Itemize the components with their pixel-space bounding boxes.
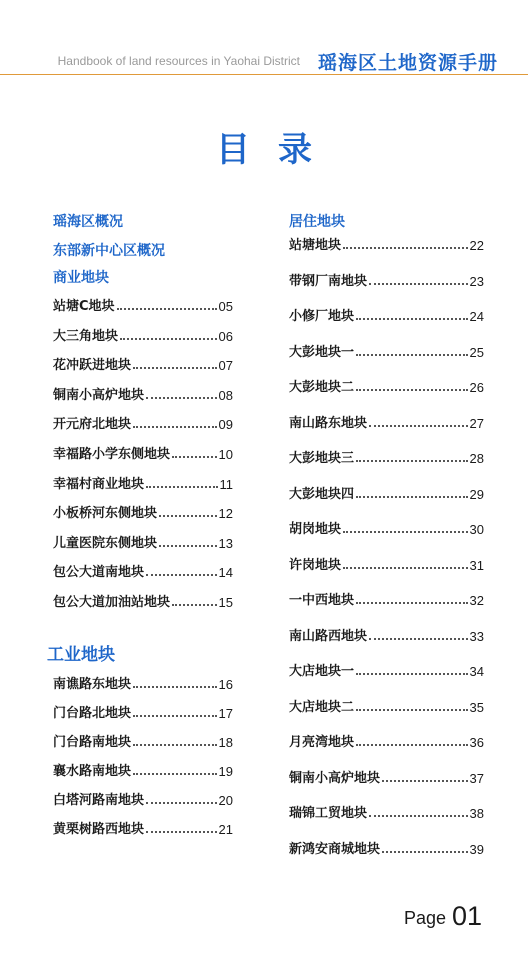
toc-entry[interactable] (289, 661, 484, 679)
toc-entry-name: 大彭地块三 (289, 451, 355, 466)
toc-entry[interactable] (289, 768, 484, 786)
toc-entry-name: 小修厂地块 (289, 309, 355, 324)
dot-leader (356, 389, 468, 391)
toc-entry-name: 包公大道加油站地块 (53, 595, 171, 610)
dot-leader (356, 318, 468, 320)
header-divider (0, 74, 528, 75)
dot-leader (117, 308, 217, 310)
toc-entry-name: 门台路南地块 (53, 735, 132, 750)
toc-entry[interactable] (289, 235, 484, 253)
page-label: Page (404, 908, 447, 928)
toc-entry-page: 39 (469, 842, 484, 857)
toc-entry-page: 38 (469, 806, 484, 821)
toc-entry[interactable] (289, 626, 484, 644)
toc-entry-name: 黄栗树路西地块 (53, 822, 145, 837)
toc-entry-page: 10 (218, 447, 233, 462)
toc-entry[interactable] (289, 697, 484, 715)
toc-entry-name: 包公大道南地块 (53, 565, 145, 580)
toc-entry[interactable] (289, 448, 484, 466)
toc-entry-name: 铜南小高炉地块 (289, 771, 381, 786)
toc-entry[interactable] (53, 414, 233, 432)
dot-leader (146, 486, 217, 488)
toc-entry-page: 16 (218, 677, 233, 692)
toc-entry-name: 南谯路东地块 (53, 677, 132, 692)
dot-leader (356, 496, 468, 498)
toc-entry-page: 35 (469, 700, 484, 715)
dot-leader (133, 715, 217, 717)
page-header (0, 0, 528, 76)
toc-entry-name: 站塘C地块 (53, 299, 115, 314)
toc-entry[interactable] (289, 342, 484, 360)
dot-leader (133, 686, 217, 688)
toc-entry-name: 一中西地块 (289, 593, 355, 608)
toc-entry-name: 大店地块二 (289, 700, 355, 715)
header-english-title: Handbook of land resources in Yaohai District (57, 54, 300, 68)
toc-entry-name: 大彭地块四 (289, 487, 355, 502)
dot-leader (120, 338, 217, 340)
dot-leader (343, 531, 468, 533)
toc-entry-name: 带钢厂南地块 (289, 274, 368, 289)
toc-entry-name: 儿童医院东侧地块 (53, 536, 158, 551)
toc-entry-name: 开元府北地块 (53, 417, 132, 432)
dot-leader (343, 567, 468, 569)
toc-entry-name: 站塘地块 (289, 238, 342, 253)
toc-entry-page: 11 (219, 477, 233, 492)
toc-entry[interactable] (53, 703, 233, 721)
toc-entry[interactable] (53, 819, 233, 837)
toc-entry[interactable] (289, 732, 484, 750)
dot-leader (133, 773, 217, 775)
toc-entry-page: 19 (218, 764, 233, 779)
toc-title: 目录 (216, 130, 340, 170)
toc-entry-name: 花冲跃进地块 (53, 358, 132, 373)
toc-entry[interactable] (289, 839, 484, 857)
toc-entry-page: 12 (218, 506, 233, 521)
toc-entry-page: 15 (218, 595, 233, 610)
dot-leader (146, 574, 217, 576)
toc-entry-name: 小板桥河东侧地块 (53, 506, 158, 521)
dot-leader (159, 545, 217, 547)
toc-entry[interactable] (53, 562, 233, 580)
toc-entry-name: 门台路北地块 (53, 706, 132, 721)
toc-entry-page: 27 (469, 416, 484, 431)
page-number: 01 (452, 901, 483, 931)
toc-entry[interactable] (53, 326, 233, 344)
section-industrial[interactable]: 工业地块 (47, 645, 115, 665)
toc-entry-page: 17 (218, 706, 233, 721)
toc-entry-page: 34 (469, 664, 484, 679)
toc-entry-name: 月亮湾地块 (289, 735, 355, 750)
toc-entry[interactable] (289, 555, 484, 573)
toc-entry-page: 20 (218, 793, 233, 808)
toc-entry[interactable] (53, 761, 233, 779)
toc-entry-page: 29 (469, 487, 484, 502)
toc-entry[interactable] (53, 444, 233, 462)
toc-entry-name: 南山路东地块 (289, 416, 368, 431)
dot-leader (172, 456, 217, 458)
toc-entry-name: 胡岗地块 (289, 522, 342, 537)
toc-entry-page: 31 (469, 558, 484, 573)
toc-entry-page: 14 (218, 565, 233, 580)
section-commercial[interactable]: 商业地块 (53, 270, 109, 286)
toc-entry[interactable] (53, 592, 233, 610)
toc-entry-page: 26 (469, 380, 484, 395)
toc-entry-name: 铜南小高炉地块 (53, 388, 145, 403)
toc-entry-page: 13 (218, 536, 233, 551)
dot-leader (369, 638, 468, 640)
dot-leader (369, 283, 468, 285)
section-district-overview[interactable]: 瑶海区概况 (53, 214, 123, 230)
toc-entry-name: 新鸿安商城地块 (289, 842, 381, 857)
toc-entry-page: 32 (469, 593, 484, 608)
toc-entry[interactable] (53, 533, 233, 551)
dot-leader (382, 851, 468, 853)
toc-entry[interactable] (53, 732, 233, 750)
toc-entry[interactable] (53, 503, 233, 521)
dot-leader (356, 354, 468, 356)
toc-entry-page: 06 (218, 329, 233, 344)
toc-entry-name: 幸福村商业地块 (53, 477, 145, 492)
toc-entry[interactable] (53, 790, 233, 808)
dot-leader (356, 602, 468, 604)
toc-entry-page: 30 (469, 522, 484, 537)
toc-entry-page: 05 (218, 299, 233, 314)
toc-entry[interactable] (53, 674, 233, 692)
toc-entry[interactable] (289, 803, 484, 821)
toc-entry-page: 25 (469, 345, 484, 360)
dot-leader (133, 426, 217, 428)
dot-leader (133, 367, 217, 369)
toc-entry[interactable] (289, 271, 484, 289)
toc-entry-page: 18 (218, 735, 233, 750)
dot-leader (159, 515, 217, 517)
toc-entry[interactable] (289, 484, 484, 502)
dot-leader (356, 744, 468, 746)
toc-entry-page: 24 (469, 309, 484, 324)
toc-entry[interactable] (289, 413, 484, 431)
toc-entry-page: 28 (469, 451, 484, 466)
toc-entry[interactable] (289, 377, 484, 395)
toc-entry-page: 07 (218, 358, 233, 373)
toc-entry[interactable] (53, 296, 233, 314)
toc-entry-name: 南山路西地块 (289, 629, 368, 644)
toc-entry-page: 33 (469, 629, 484, 644)
header-chinese-title: 瑶海区土地资源手册 (317, 52, 498, 74)
dot-leader (369, 815, 468, 817)
toc-entry-page: 08 (218, 388, 233, 403)
toc-entry-page: 36 (469, 735, 484, 750)
toc-entry[interactable] (289, 306, 484, 324)
toc-entry[interactable] (289, 590, 484, 608)
toc-entry-name: 大彭地块二 (289, 380, 355, 395)
toc-entry-name: 幸福路小学东侧地块 (53, 447, 171, 462)
dot-leader (382, 780, 468, 782)
dot-leader (356, 709, 468, 711)
toc-entry-name: 襄水路南地块 (53, 764, 132, 779)
dot-leader (356, 673, 468, 675)
dot-leader (146, 397, 217, 399)
toc-entry[interactable] (53, 474, 233, 492)
toc-entry[interactable] (289, 519, 484, 537)
toc-entry-page: 23 (469, 274, 484, 289)
dot-leader (172, 604, 217, 606)
toc-entry[interactable] (53, 385, 233, 403)
dot-leader (146, 802, 217, 804)
section-residential[interactable]: 居住地块 (289, 214, 345, 230)
toc-entry-name: 大彭地块一 (289, 345, 355, 360)
toc-entry-page: 21 (218, 822, 233, 837)
toc-entry-name: 许岗地块 (289, 558, 342, 573)
dot-leader (133, 744, 217, 746)
section-east-center-overview[interactable]: 东部新中心区概况 (53, 243, 165, 259)
dot-leader (369, 425, 468, 427)
toc-entry[interactable] (53, 355, 233, 373)
toc-entry-name: 白塔河路南地块 (53, 793, 145, 808)
dot-leader (343, 247, 468, 249)
dot-leader (356, 460, 468, 462)
toc-entry-page: 37 (469, 771, 484, 786)
dot-leader (146, 831, 217, 833)
toc-entry-page: 22 (469, 238, 484, 253)
toc-entry-name: 大店地块一 (289, 664, 355, 679)
toc-entry-name: 大三角地块 (53, 329, 119, 344)
toc-entry-page: 09 (218, 417, 233, 432)
toc-entry-name: 瑞锦工贸地块 (289, 806, 368, 821)
